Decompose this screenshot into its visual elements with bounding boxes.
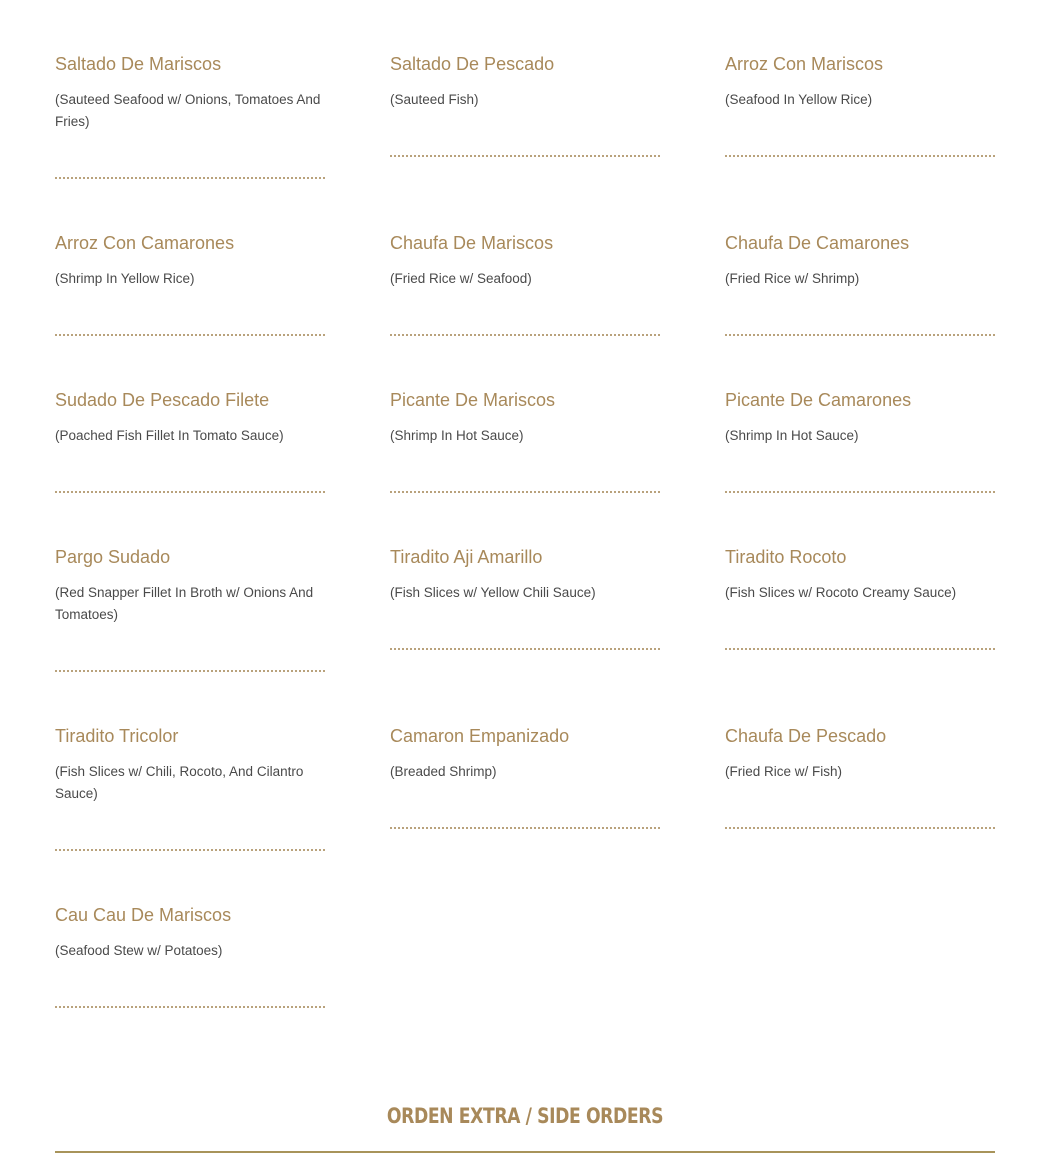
menu-item-name: Tiradito Aji Amarillo [390,547,543,567]
menu-item [55,52,325,179]
menu-item-name: Tiradito Tricolor [55,726,179,746]
menu-item [725,52,995,179]
menu-item-description: (Fried Rice w/ Seafood) [390,271,532,286]
menu-item-name: Arroz Con Mariscos [725,54,884,74]
menu-item [725,231,995,336]
section-title: ORDEN EXTRA / SIDE ORDERS [386,1104,664,1128]
menu-item-description: (Shrimp In Hot Sauce) [725,428,859,443]
menu-item [390,388,660,493]
menu-item-dotted-leader [725,320,995,336]
menu-item-description: (Shrimp In Hot Sauce) [390,428,524,443]
menu-item [390,52,660,179]
menu-item-name: Cau Cau De Mariscos [55,905,232,925]
menu-item-name: Chaufa De Mariscos [390,233,554,253]
menu-item-dotted-leader [725,634,995,650]
menu-item-name: Tiradito Rocoto [725,547,847,567]
menu-grid [55,52,995,1060]
menu-item-name: Pargo Sudado [55,547,171,567]
menu-item-dotted-leader [725,141,995,157]
menu-item [725,724,995,851]
menu-item-dotted-leader [55,163,325,179]
menu-item [390,231,660,336]
menu-item-name: Saltado De Pescado [390,54,555,74]
menu-item-name: Picante De Camarones [725,390,912,410]
menu-item-dotted-leader [390,141,660,157]
menu-item [55,903,325,1008]
menu-item-description: (Sauteed Seafood w/ Onions, Tomatoes And Fries) [55,92,321,129]
menu-item-name: Arroz Con Camarones [55,233,235,253]
menu-item-dotted-leader [55,656,325,672]
menu-item-description: (Seafood Stew w/ Potatoes) [55,943,223,958]
menu-item-description: (Fried Rice w/ Shrimp) [725,271,860,286]
menu-item-name: Picante De Mariscos [390,390,556,410]
menu-item-description: (Fish Slices w/ Chili, Rocoto, And Cilantro Sauce) [55,764,304,801]
menu-item-dotted-leader [725,813,995,829]
menu-item-dotted-leader [55,320,325,336]
menu-item-name: Camaron Empanizado [390,726,570,746]
menu-item [725,545,995,672]
menu-item-dotted-leader [55,992,325,1008]
menu-item-dotted-leader [390,320,660,336]
menu-item-description: (Fish Slices w/ Yellow Chili Sauce) [390,585,596,600]
menu-item [55,231,325,336]
menu-item [725,388,995,493]
menu-item-dotted-leader [390,634,660,650]
menu-item-name: Sudado De Pescado Filete [55,390,270,410]
menu-item-name: Saltado De Mariscos [55,54,222,74]
menu-item-description: (Red Snapper Fillet In Broth w/ Onions And Tomatoes) [55,585,314,622]
menu-item-description: (Seafood In Yellow Rice) [725,92,873,107]
menu-item-name: Chaufa De Pescado [725,726,887,746]
menu-item-description: (Fish Slices w/ Rocoto Creamy Sauce) [725,585,957,600]
menu-item [55,724,325,851]
menu-item-description: (Sauteed Fish) [390,92,479,107]
menu-item-dotted-leader [390,813,660,829]
menu-item-description: (Poached Fish Fillet In Tomato Sauce) [55,428,284,443]
menu-item-dotted-leader [725,477,995,493]
menu-item [55,545,325,672]
menu-item-name: Chaufa De Camarones [725,233,910,253]
menu-item-dotted-leader [55,835,325,851]
section-divider [55,1151,995,1153]
menu-item [55,388,325,493]
menu-item [390,724,660,851]
menu-item-description: (Breaded Shrimp) [390,764,497,779]
menu-item-dotted-leader [55,477,325,493]
menu-item-dotted-leader [390,477,660,493]
menu-item [390,545,660,672]
menu-item-description: (Shrimp In Yellow Rice) [55,271,195,286]
menu-item-description: (Fried Rice w/ Fish) [725,764,843,779]
